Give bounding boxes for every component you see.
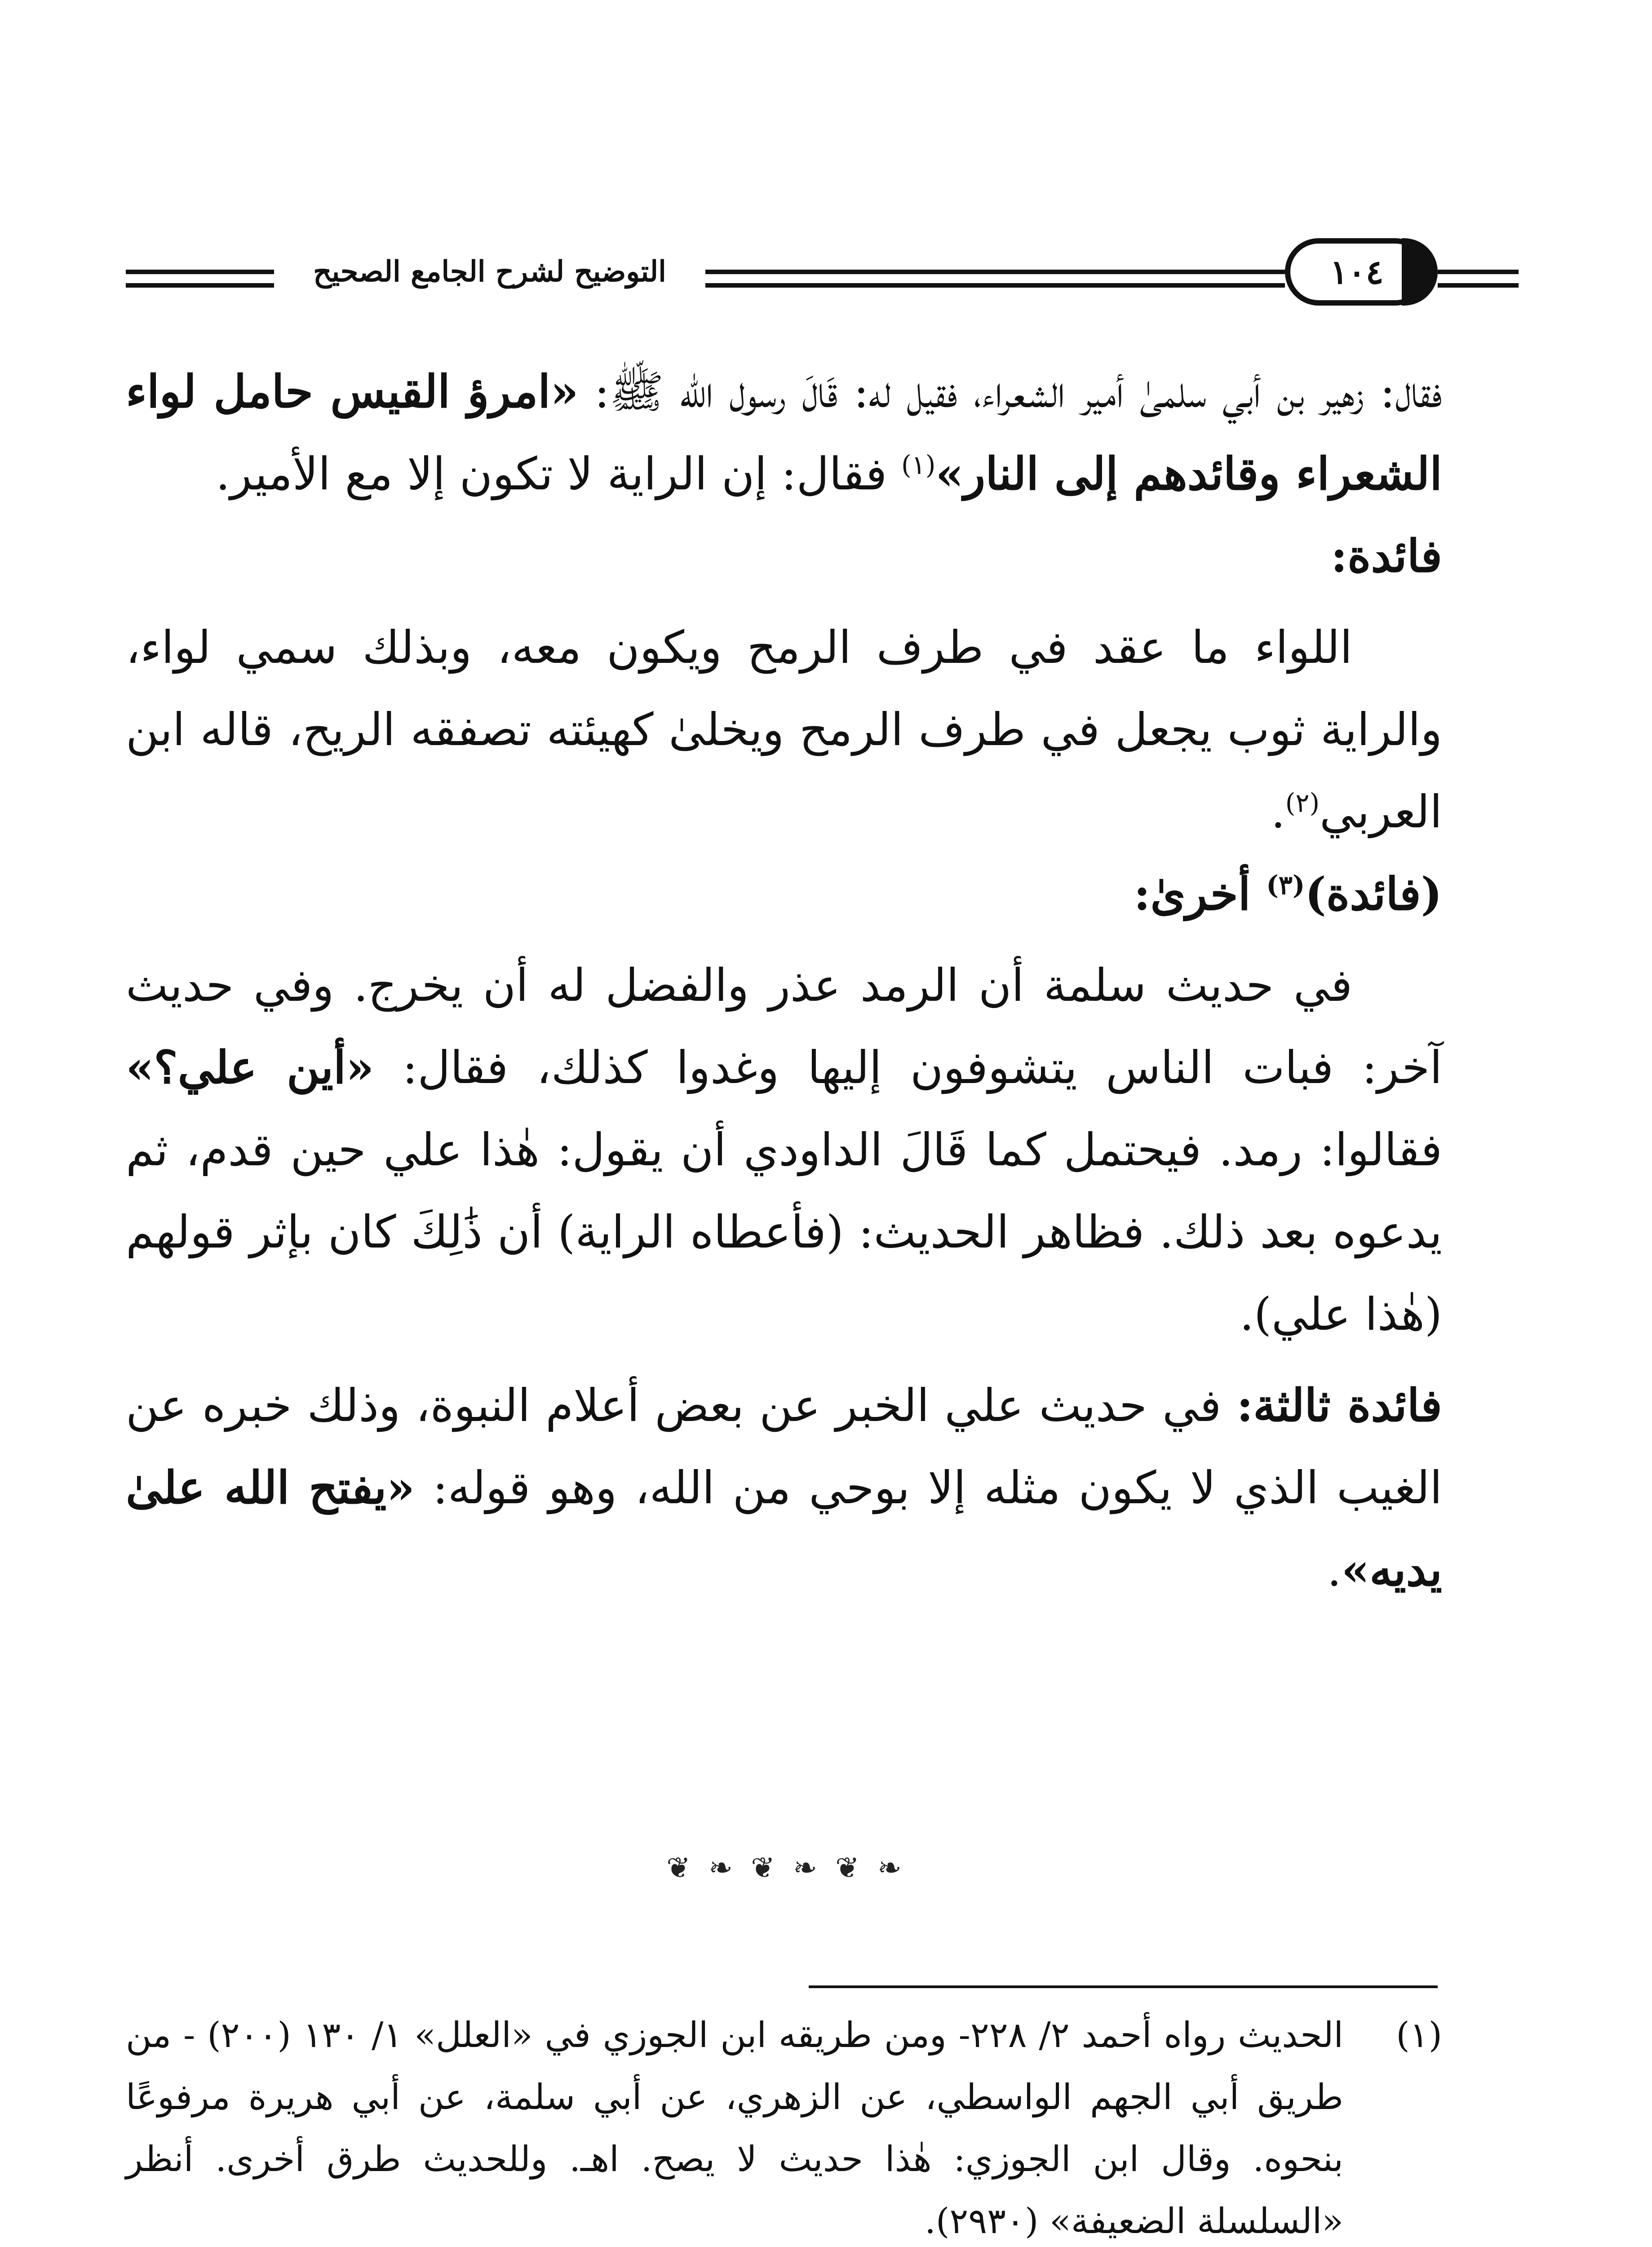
p3-hadith-quote: «أين علي؟» (126, 1041, 374, 1094)
p3-text-b: فقالوا: رمد. فيحتمل كما قَالَ الداودي أن يقول: هٰذا علي حين قدم، ثم يدعوه بعد ذلك. فظاهر الحديث: (فأعطاه الراية) أن ذَٰلِكَ كان بإثر قولهم (هٰذا علي). (126, 1124, 1442, 1341)
faida-heading-2 (126, 853, 1442, 935)
faida2-close: أخرىٰ: (1134, 867, 1267, 920)
paragraph-2 (126, 606, 1442, 853)
footnotes (126, 2004, 1442, 2247)
p3-text-a: في حديث سلمة أن الرمد عذر والفضل له أن يخرج. وفي حديث آخر: فبات الناس يتشوفون إليها وغدوا كذلك، فقال: (126, 959, 1442, 1094)
p4-end: . (1327, 1544, 1342, 1596)
p2-text: اللواء ما عقد في طرف الرمح ويكون معه، وبذلك سمي لواء، والراية ثوب يجعل في طرف الرمح ويخلىٰ كهيئته تصفقه الريح، قاله ابن العربي (126, 621, 1442, 838)
faida-heading-3: فائدة ثالثة: (1236, 1379, 1442, 1432)
paragraph-4 (126, 1364, 1442, 1611)
header-rule-right-top (1438, 270, 1519, 274)
main-text (126, 351, 1442, 1611)
footnote-ref-1: (١) (901, 449, 936, 480)
faida-heading-1: فائدة: (1331, 529, 1442, 582)
footnote-1 (126, 2004, 1442, 2247)
footnote-number: (١) (1396, 2015, 1442, 2056)
ornament-divider: ❦ ❧ ❦ ❧ ❦ ❧ (666, 1852, 906, 1885)
p4-hadith-quote: «يفتح الله علىٰ يديه» (126, 1461, 1442, 1596)
footnote-ref-2: (٢) (1285, 787, 1320, 818)
footnote-text: الحديث رواه أحمد ٢/ ٢٢٨- ومن طريقه ابن الجوزي في «العلل» ١/ ١٣٠ (٢٠٠) - من طريق أبي الجهم الواسطي، عن الزهري، عن أبي سلمة، عن أبي هريرة مرفوعًا بنحوه. وقال ابن الجوزي: هٰذا حديث لا يصح. اهـ. وللحديث طرق أخرى. أنظر «السلسلة الضعيفة» (٢٩٣٠). (126, 2015, 1344, 2242)
p2-end: . (1271, 786, 1285, 838)
page-header (0, 0, 1652, 360)
p1-hadith-quote: «امرؤ القيس حامل لواء الشعراء وقائدهم إلى النار» (126, 365, 1442, 500)
header-rule-right-bottom (1438, 283, 1519, 288)
p1-text-a: فقال: زهير بن أبي سلمىٰ أمير الشعراء، فقيل له: قَالَ رسول الله ﷺ: (594, 365, 1442, 418)
paragraph-3 (126, 944, 1442, 1355)
p1-text-b: فقال: إن الراية لا تكون إلا مع الأمير. (216, 448, 901, 500)
book-title: التوضيح لشرح الجامع الصحيح (313, 255, 666, 289)
paragraph-1 (126, 351, 1442, 515)
header-rule-mid-bottom (705, 283, 1285, 288)
header-rule-left-top (126, 270, 274, 274)
footnote-ref-3: (٣) (1266, 870, 1305, 901)
page-number: ١٠٤ (1285, 238, 1429, 306)
header-rule-mid-top (705, 270, 1285, 274)
header-rule-left-bottom (126, 283, 274, 288)
p4-text-a: في حديث علي الخبر عن بعض أعلام النبوة، وذلك خبره عن الغيب الذي لا يكون مثله إلا بوحي من الله، وهو قوله: (126, 1379, 1442, 1514)
footnote-separator (809, 1985, 1438, 1988)
faida2-open: (فائدة) (1305, 867, 1442, 920)
